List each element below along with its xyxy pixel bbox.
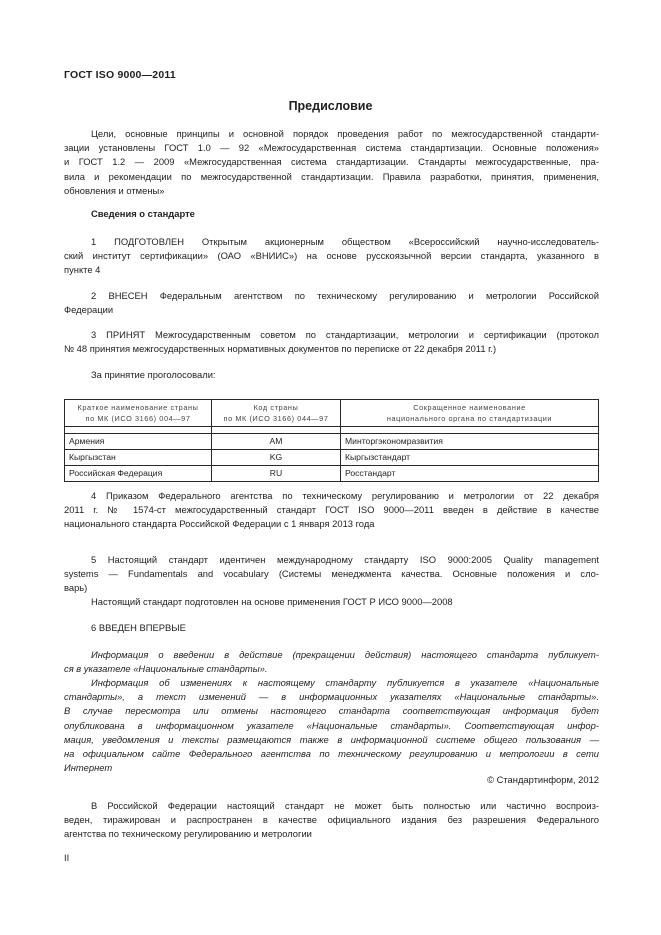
- item-3-line: № 48 принятия межгосударственных нормативных документов по переписке от 22 декабря 2011 г.): [64, 343, 497, 355]
- cell-body: Кыргызстандарт: [341, 450, 599, 466]
- intro-paragraph: [64, 127, 599, 198]
- info-paragraph-1: [64, 648, 599, 676]
- item-5-line: варь): [64, 582, 88, 594]
- item-5-line: 5 Настоящий стандарт идентичен международному стандарту ISO 9000:2005 Quality management: [91, 554, 599, 565]
- info-1-line: ся в указателе «Национальные стандарты».: [64, 663, 268, 675]
- intro-line: обновления и отмены»: [64, 184, 165, 196]
- item-5-line: systems — Fundamentals and vocabulary (Системы менеджмента качества. Основные положения и сло-: [64, 568, 599, 580]
- info-1-line: Информация о введении в действие (прекращении действия) настоящего стандарта публикует-: [91, 649, 599, 660]
- item-1-line: пункте 4: [64, 264, 101, 276]
- intro-line: и ГОСТ 1.2 — 2009 «Межгосударственная система стандартизации. Стандарты межгосударственные, пра-: [64, 156, 599, 168]
- header-code-line: Код страны: [253, 403, 299, 412]
- item-4-line: национального стандарта Российской Федерации с 1 января 2013 года: [64, 518, 375, 530]
- cell-body: Росстандарт: [341, 466, 599, 482]
- header-country-line: Краткое наименование страны: [77, 403, 199, 412]
- item-2-paragraph: [64, 289, 599, 317]
- section-heading: Сведения о стандарте: [91, 208, 195, 219]
- final-paragraph: [64, 799, 599, 842]
- cell-country: Армения: [65, 434, 212, 450]
- item-4-line: 2011 г. № 1574-ст межгосударственный стандарт ГОСТ ISO 9000—2011 введен в действие в качестве: [64, 504, 599, 516]
- info-2-line: мация, уведомления и тексты размещаются также в информационной системе общего пользования —: [64, 733, 599, 745]
- info-2-line: В случае пересмотра или отмены настоящего стандарта соответствующая информация будет: [64, 705, 599, 717]
- header-body: [341, 400, 599, 427]
- cell-country: Российская Федерация: [65, 466, 212, 482]
- item-5-paragraph: [64, 553, 599, 596]
- table-row: [65, 450, 599, 466]
- header-country: [65, 400, 212, 427]
- intro-line: зации установлены ГОСТ 1.0 — 92 «Межгосударственная система стандартизации. Основные положения»: [64, 142, 599, 154]
- cell-code: RU: [212, 466, 341, 482]
- final-line: веден, тиражирован и распространен в качестве официального издания без разрешения Федерального: [64, 814, 599, 826]
- item-1-line: ский институт сертификации» (ОАО «ВНИИС») на основе русскоязычной версии стандарта, указанного в: [64, 250, 599, 262]
- header-code: [212, 400, 341, 427]
- document-id-header: ГОСТ ISO 9000—2011: [64, 69, 176, 81]
- final-line: агентства по техническому регулированию и метрологии: [64, 828, 312, 840]
- cell-body: Минторгэкономразвития: [341, 434, 599, 450]
- item-4-paragraph: [64, 489, 599, 532]
- vote-table-header-row: [65, 400, 599, 427]
- item-1-line: 1 ПОДГОТОВЛЕН Открытым акционерным обществом «Всероссийский научно-исследователь-: [91, 236, 599, 247]
- info-paragraph-2: [64, 676, 599, 775]
- item-3-paragraph: [64, 328, 599, 356]
- copyright-notice: © Стандартинформ, 2012: [487, 774, 599, 785]
- info-2-line: Информация об изменениях к настоящему стандарту публикуется в указателе «Национальные: [91, 677, 599, 688]
- table-row: [65, 434, 599, 450]
- item-5-note: Настоящий стандарт подготовлен на основе применения ГОСТ Р ИСО 9000—2008: [91, 596, 453, 607]
- item-6: 6 ВВЕДЕН ВПЕРВЫЕ: [91, 622, 186, 633]
- intro-line: Цели, основные принципы и основной порядок проведения работ по межгосударственной стандарти-: [91, 128, 599, 139]
- info-2-line: опубликована в информационном указателе «Национальные стандарты». Соответствующая инфор-: [64, 719, 599, 731]
- item-2-line: Федерации: [64, 304, 114, 316]
- table-gap-row: [65, 427, 599, 434]
- item-1-paragraph: [64, 235, 599, 278]
- info-2-line: стандарты», а текст изменений — в информационных указателях «Национальные стандарты».: [64, 691, 599, 703]
- cell-country: Кыргызстан: [65, 450, 212, 466]
- cell-code: AM: [212, 434, 341, 450]
- vote-intro: За принятие проголосовали:: [91, 369, 216, 380]
- header-country-line: по МК (ИСО 3166) 004—97: [85, 414, 191, 423]
- header-body-line: Сокращенное наименование: [413, 403, 526, 412]
- final-line: В Российской Федерации настоящий стандарт не может быть полностью или частично воспроиз-: [91, 800, 599, 811]
- header-body-line: национального органа по стандартизации: [386, 414, 553, 423]
- page-title: Предисловие: [288, 99, 373, 113]
- vote-table: [64, 399, 599, 482]
- header-code-line: по МК (ИСО 3166) 044—97: [223, 414, 329, 423]
- item-3-line: 3 ПРИНЯТ Межгосударственным советом по стандартизации, метрологии и сертификации (протокол: [91, 329, 599, 340]
- item-4-line: 4 Приказом Федерального агентства по техническому регулированию и метрологии от 22 декабря: [91, 490, 599, 501]
- info-2-line: Интернет: [64, 762, 113, 774]
- intro-line: вила и рекомендации по межгосударственной стандартизации. Правила разработки, принятия, применения,: [64, 170, 599, 182]
- cell-code: KG: [212, 450, 341, 466]
- table-row: [65, 466, 599, 482]
- info-2-line: на официальном сайте Федерального агентства по техническому регулированию и метрологии в сети: [64, 748, 599, 760]
- page-number: II: [64, 852, 70, 863]
- item-2-line: 2 ВНЕСЕН Федеральным агентством по техническому регулированию и метрологии Российской: [91, 290, 599, 301]
